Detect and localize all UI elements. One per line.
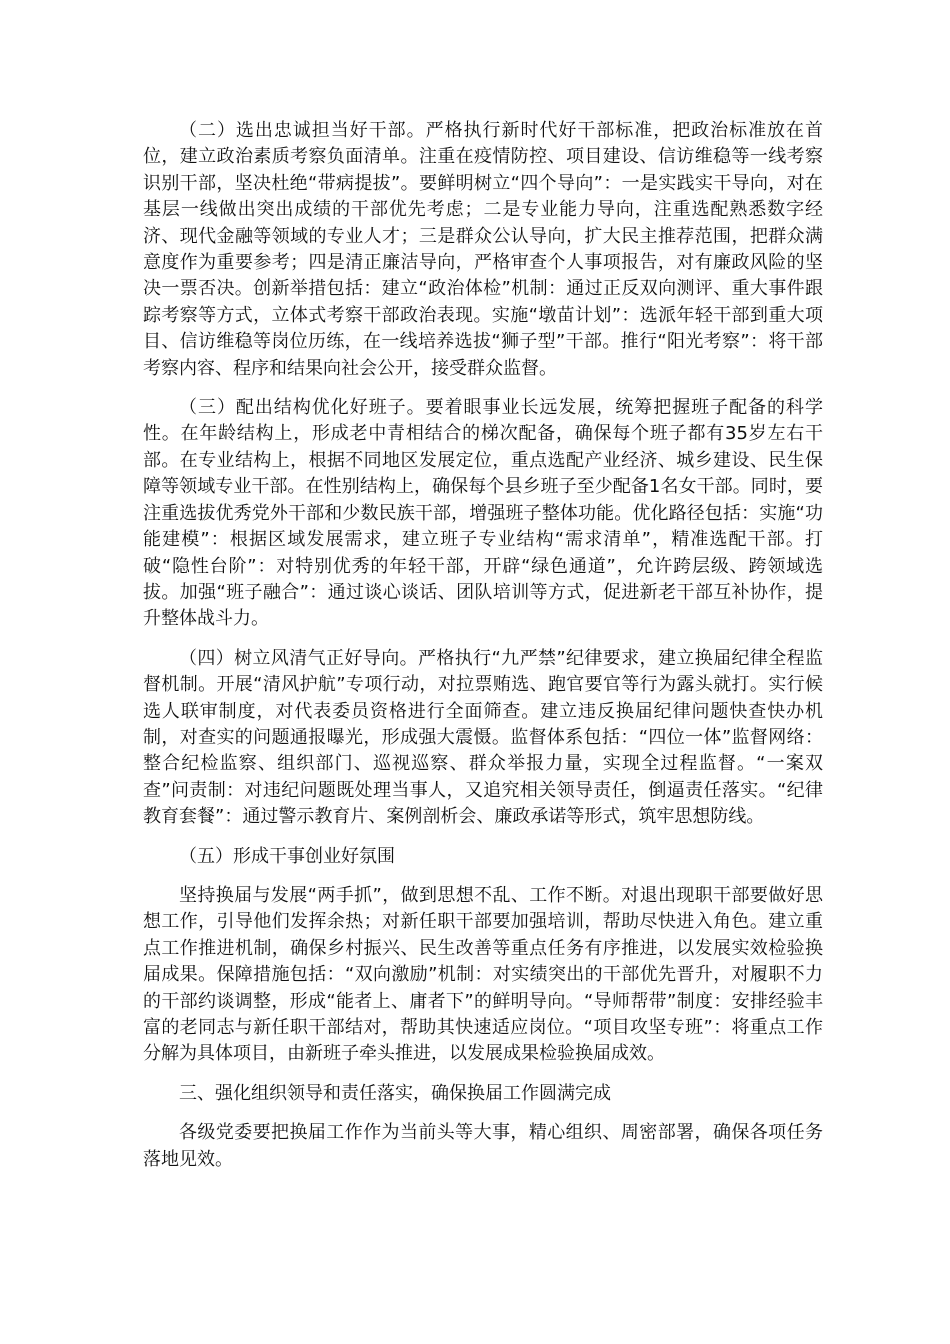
paragraph-clean-orientation: （四）树立风清气正好导向。严格执行“九严禁”纪律要求，建立换届纪律全程监督机制。开展“清风护航”专项行动，对拉票贿选、跑官要官等行为露头就打。实行候选人联审制度，对代表委员资格进行全面筛查。建立违反换届纪律问题快查快办机制，对查实的问题通报曝光，形成强大震慑。监督体系包括：“四位一体”监督网络：整合纪检监察、组织部门、巡视巡察、群众举报力量，实现全过程监督。“一案双查”问责制：对违纪问题既处理当事人，又追究相关领导责任，倒逼责任落实。“纪律教育套餐”：通过警示教育片、案例剖析会、廉政承诺等形式，筑牢思想防线。 xyxy=(143,647,823,828)
paragraph-development-and-election: 坚持换届与发展“两手抓”，做到思想不乱、工作不断。对退出现职干部要做好思想工作，引导他们发挥余热；对新任职干部要加强培训，帮助尽快进入角色。建立重点工作推进机制，确保乡村振兴、民生改善等重点任务有序推进，以发展实效检验换届成果。保障措施包括：“双向激励”机制：对实绩突出的干部优先晋升，对履职不力的干部约谈调整，形成“能者上、庸者下”的鲜明导向。“导师帮带”制度：安排经验丰富的老同志与新任职干部结对，帮助其快速适应岗位。“项目攻坚专班”：将重点工作分解为具体项目，由新班子牵头推进，以发展成果检验换届成效。 xyxy=(143,884,823,1065)
paragraph-party-committees: 各级党委要把换届工作作为当前头等大事，精心组织、周密部署，确保各项任务落地见效。 xyxy=(143,1122,823,1170)
paragraph-select-loyal-cadres: （二）选出忠诚担当好干部。严格执行新时代好干部标准，把政治标准放在首位，建立政治素质考察负面清单。注重在疫情防控、项目建设、信访维稳等一线考察识别干部，坚决杜绝“带病提拔”。要鲜明树立“四个导向”：一是实践实干导向，对在基层一线做出突出成绩的干部优先考虑；二是专业能力导向，注重选配熟悉数字经济、现代金融等领域的专业人才；三是群众公认导向，扩大民主推荐范围，把群众满意度作为重要参考；四是清正廉洁导向，严格审查个人事项报告，对有廉政风险的坚决一票否决。创新举措包括：建立“政治体检”机制：通过正反双向测评、重大事件跟踪考察等方式，立体式考察干部政治表现。实施“墩苗计划”：选派年轻干部到重大项目、信访维稳等岗位历练，在一线培养选拔“狮子型”干部。推行“阳光考察”：将干部考察内容、程序和结果向社会公开，接受群众监督。 xyxy=(143,120,823,379)
paragraph-optimize-team-structure: （三）配出结构优化好班子。要着眼事业长远发展，统筹把握班子配备的科学性。在年龄结构上，形成老中青相结合的梯次配备，确保每个班子都有35岁左右干部。在专业结构上，根据不同地区发展定位，重点选配产业经济、城乡建设、民生保障等领域专业干部。在性别结构上，确保每个县乡班子至少配备1名女干部。同时，要注重选拔优秀党外干部和少数民族干部，增强班子整体功能。优化路径包括：实施“功能建模”：根据区域发展需求，建立班子专业结构“需求清单”，精准选配干部。打破“隐性台阶”：对特别优秀的年轻干部，开辟“绿色通道”，允许跨层级、跨领域选拔。加强“班子融合”：通过谈心谈话、团队培训等方式，促进新老干部互补协作，提升整体战斗力。 xyxy=(143,397,823,630)
section-heading-organizational-leadership: 三、强化组织领导和责任落实，确保换届工作圆满完成 xyxy=(179,1082,611,1104)
section-heading-entrepreneurship-atmosphere: （五）形成干事创业好氛围 xyxy=(179,845,395,867)
document-body xyxy=(143,118,823,1186)
